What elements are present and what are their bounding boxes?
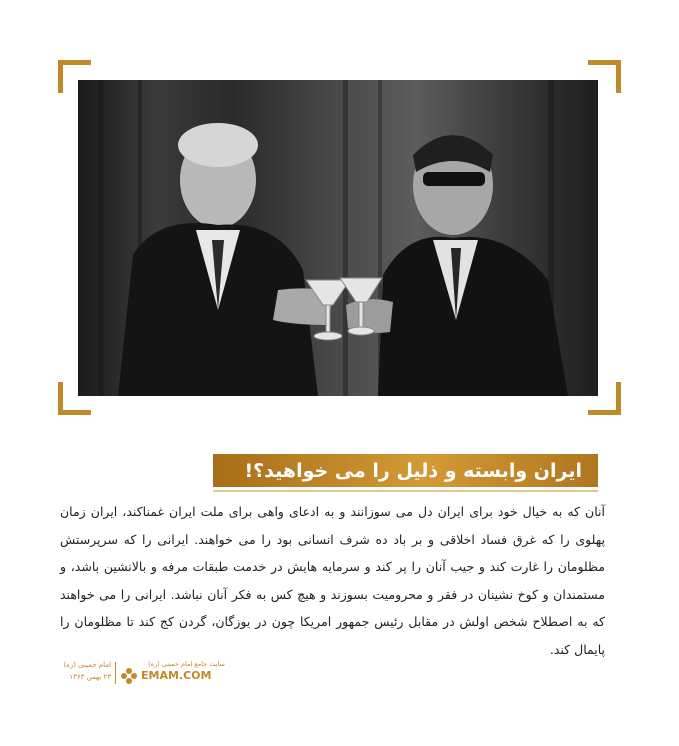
site-label: سایت جامع امام خمینی (ره) (148, 660, 225, 668)
flower-logo-icon (121, 668, 137, 684)
quote-text: آنان که به خیال خود برای ایران دل می سوزانند و به ادعای واهی برای ملت ایران غمناکند، ایران زمان پهلوی را که غرق فساد اخلاقی و بر باد ده شرف انسانی بود را می خواهند. ایرانی را که سرپرستش مظلومان را غارت کند و جیب آنان را پر کند و سرمایه هایش در خدمت طبقات مرفه و بالانشین باشد، و مستمندان و کوخ نشینان در فقر و محرومیت بسوزند و هیچ کس به فکر آنان نباشد. ایرانی را می خواهند که به اصطلاح شخص اولش در مقابل رئیس جمهور امریکا چون در یوزگان، گردن کج کند تا مظلومان را پایمال کند. (60, 504, 605, 657)
footer-date: ۲۳ بهمن ۱۳۶۳ (69, 673, 111, 681)
site-logo (121, 660, 225, 686)
footer (55, 660, 225, 686)
historical-photo (78, 80, 598, 396)
left-figure (118, 123, 333, 396)
page-title: ایران وابسته و ذلیل را می خواهید؟! (244, 459, 582, 482)
site-name: EMAM.COM (141, 669, 212, 682)
title-underline (213, 490, 598, 492)
title-banner (213, 454, 598, 487)
photo-illustration (78, 80, 598, 396)
footer-author: امام خمینی (ره) (63, 661, 111, 669)
footer-divider (115, 662, 116, 684)
